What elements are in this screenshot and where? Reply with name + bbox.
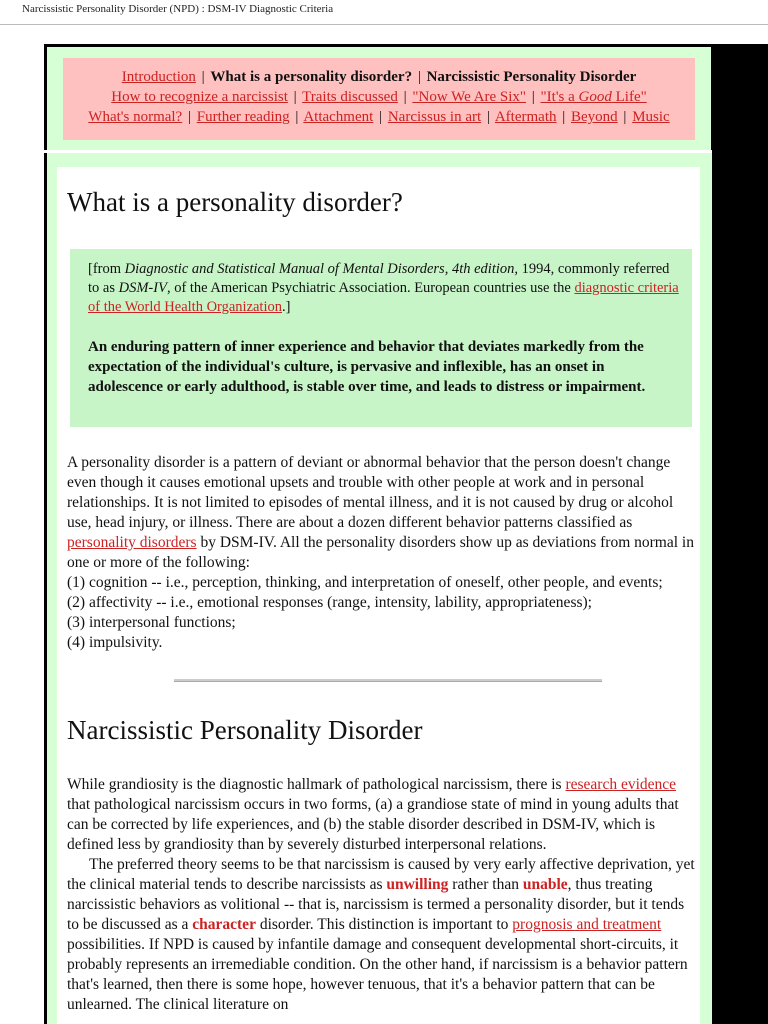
nav-separator: | (531, 89, 535, 105)
document-title: Narcissistic Personality Disorder (NPD) : DSM-IV Diagnostic Criteria (22, 3, 334, 15)
header-rule (0, 24, 768, 25)
npd-body (67, 775, 695, 1015)
nav-link-attachment[interactable]: Attachment (303, 109, 374, 125)
emphasis-unable: unable (522, 876, 568, 893)
content-frame (47, 153, 712, 1024)
navigation-panel (44, 44, 712, 150)
section-divider (174, 679, 602, 682)
list-item: (1) cognition -- i.e., perception, thinking, and interpretation of oneself, other people, and events; (67, 574, 663, 591)
nav-separator: | (623, 109, 627, 125)
navigation-menu (63, 58, 695, 140)
nav-separator: | (486, 109, 490, 125)
nav-link-music[interactable]: Music (632, 109, 670, 125)
who-criteria-link[interactable]: diagnostic criteria of the World Health Organization (88, 280, 679, 315)
content-body (57, 167, 700, 1024)
navigation-frame (47, 47, 711, 150)
emphasis-character: character (192, 916, 256, 933)
source-citation: [from Diagnostic and Statistical Manual of Mental Disorders, 4th edition, 1994, commonly referred to as DSM-IV, of the American Psychiatric Association. European countries use the diagnostic criteria of the World Health Organization.] (88, 261, 679, 315)
nav-link-aftermath[interactable]: Aftermath (494, 109, 557, 125)
nav-current-personality-disorder: What is a personality disorder? (210, 69, 413, 85)
nav-link-beyond[interactable]: Beyond (571, 109, 618, 125)
nav-separator: | (293, 89, 297, 105)
nav-separator: | (417, 69, 421, 85)
nav-row-3 (63, 107, 695, 127)
nav-link-introduction[interactable]: Introduction (121, 69, 196, 85)
nav-link-now-we-are-six[interactable]: "Now We Are Six" (412, 89, 527, 105)
definition-text: An enduring pattern of inner experience and behavior that deviates markedly from the expectation of the individual's culture, is pervasive and inflexible, has an onset in adolescence or early adulthood, is stable over time, and leads to distress or impairment. (88, 339, 646, 395)
nav-link-narcissus-art[interactable]: Narcissus in art (387, 109, 482, 125)
nav-row-1 (63, 67, 695, 87)
section-heading-npd: Narcissistic Personality Disorder (67, 715, 423, 745)
section-heading-personality-disorder: What is a personality disorder? (67, 187, 403, 217)
nav-link-further-reading[interactable]: Further reading (196, 109, 290, 125)
nav-separator: | (379, 109, 383, 125)
nav-separator: | (201, 69, 205, 85)
nav-current-npd: Narcissistic Personality Disorder (426, 69, 637, 85)
right-margin-bar (712, 44, 768, 1024)
list-item: (4) impulsivity. (67, 634, 163, 651)
body-paragraph: A personality disorder is a pattern of deviant or abnormal behavior that the person doesn't change even though it causes emotional upsets and trouble with other people at work and in personal relationships. It is not limited to episodes of mental illness, and it is not caused by drug or alcohol use, head injury, or illness. There are about a dozen different behavior patterns classified as personality disorders by DSM-IV. All the personality disorders show up as deviations from normal in one or more of the following: (67, 454, 694, 571)
nav-link-good-life[interactable]: "It's a Good Life" (540, 89, 647, 105)
nav-link-traits[interactable]: Traits discussed (302, 89, 398, 105)
nav-separator: | (187, 109, 191, 125)
nav-link-normal[interactable]: What's normal? (88, 109, 183, 125)
emphasis-unwilling: unwilling (386, 876, 449, 893)
dsm-quote-box (70, 249, 692, 427)
list-item: (3) interpersonal functions; (67, 614, 236, 631)
nav-row-2 (63, 87, 695, 107)
list-item: (2) affectivity -- i.e., emotional responses (range, intensity, lability, appropriateness); (67, 594, 592, 611)
nav-separator: | (295, 109, 299, 125)
nav-separator: | (403, 89, 407, 105)
body-paragraph: The preferred theory seems to be that narcissism is caused by very early affective deprivation, yet the clinical material tends to describe narcissists as unwilling rather than unable, thus treating narcissistic behaviors as volitional -- that is, narcissism is termed a personality disorder, but it tends to be discussed as a character disorder. This distinction is important to prognosis and treatment possibilities. If NPD is caused by infantile damage and consequent developmental short-circuits, it probably represents an irremediable condition. On the other hand, if narcissism is a behavior pattern that's learned, then there is some hope, however tenuous, that it's a behavior pattern that can be unlearned. The clinical literature on (67, 856, 695, 1013)
personality-disorder-body (67, 453, 695, 653)
body-paragraph: While grandiosity is the diagnostic hallmark of pathological narcissism, there is research evidence that pathological narcissism occurs in two forms, (a) a grandiose state of mind in young adults that can be corrected by life experiences, and (b) the stable disorder described in DSM-IV, which is defined less by grandiosity than by severely disturbed interpersonal relations. (67, 776, 679, 853)
prognosis-treatment-link[interactable]: prognosis and treatment (512, 916, 662, 933)
research-evidence-link[interactable]: research evidence (565, 776, 677, 793)
nav-link-recognize[interactable]: How to recognize a narcissist (111, 89, 288, 105)
content-panel (44, 153, 712, 1024)
nav-separator: | (562, 109, 566, 125)
personality-disorders-link[interactable]: personality disorders (67, 534, 197, 551)
